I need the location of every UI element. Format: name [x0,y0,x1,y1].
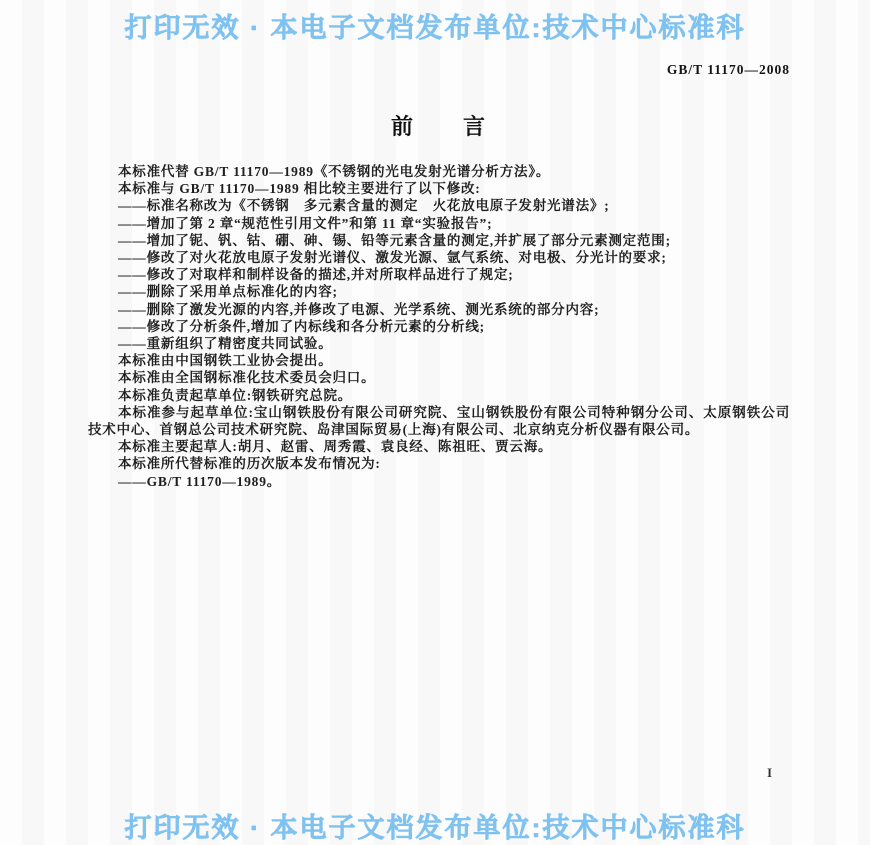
foreword-paragraph: 本标准由中国钢铁工业协会提出。 [118,353,333,369]
foreword-paragraph: ——修改了分析条件,增加了内标线和各分析元素的分析线; [118,318,485,334]
foreword-paragraph: ——增加了第 2 章“规范性引用文件”和第 11 章“实验报告”; [118,215,493,231]
standard-number: GB/T 11170—2008 [666,62,790,77]
foreword-paragraph: ——重新组织了精密度共同试验。 [118,336,333,352]
foreword-paragraph: ——删除了采用单点标准化的内容; [118,284,338,300]
foreword-paragraph: 本标准主要起草人:胡月、赵雷、周秀霞、袁良经、陈祖旺、贾云海。 [118,439,553,455]
document-page [88,0,790,842]
foreword-paragraph: ——修改了对火花放电原子发射光谱仪、激发光源、氩气系统、对电极、分光计的要求; [118,250,667,266]
foreword-paragraph: 本标准由全国钢标准化技术委员会归口。 [118,370,376,386]
foreword-paragraph: 本标准代替 GB/T 11170—1989《不锈钢的光电发射光谱分析方法》。 [118,164,551,179]
print-invalid-watermark-top: 打印无效 · 本电子文档发布单位:技术中心标准科 [124,13,746,43]
foreword-paragraph: ——增加了铌、钒、钴、硼、砷、锡、铅等元素含量的测定,并扩展了部分元素测定范围; [118,232,671,248]
foreword-paragraph: 本标准与 GB/T 11170—1989 相比较主要进行了以下修改: [118,181,481,197]
foreword-body [88,163,790,490]
print-invalid-watermark-bottom: 打印无效 · 本电子文档发布单位:技术中心标准科 [124,813,746,843]
page-number: I [767,766,772,780]
foreword-paragraph: ——标准名称改为《不锈钢 多元素含量的测定 火花放电原子发射光谱法》; [118,198,610,214]
foreword-paragraph: 本标准负责起草单位:钢铁研究总院。 [118,387,353,403]
foreword-paragraph: 本标准所代替标准的历次版本发布情况为: [118,456,381,472]
foreword-paragraph: ——GB/T 11170—1989。 [118,473,282,489]
foreword-paragraph: ——修改了对取样和制样设备的描述,并对所取样品进行了规定; [118,267,514,283]
foreword-title: 前 言 [390,114,487,139]
foreword-paragraph: ——删除了激发光源的内容,并修改了电源、光学系统、测光系统的部分内容; [118,301,600,317]
foreword-paragraph: 本标准参与起草单位:宝山钢铁股份有限公司研究院、宝山钢铁股份有限公司特种钢分公司、太原钢铁公司技术中心、首钢总公司技术研究院、岛津国际贸易(上海)有限公司、北京纳克分析仪器有限公司。 [88,404,790,438]
